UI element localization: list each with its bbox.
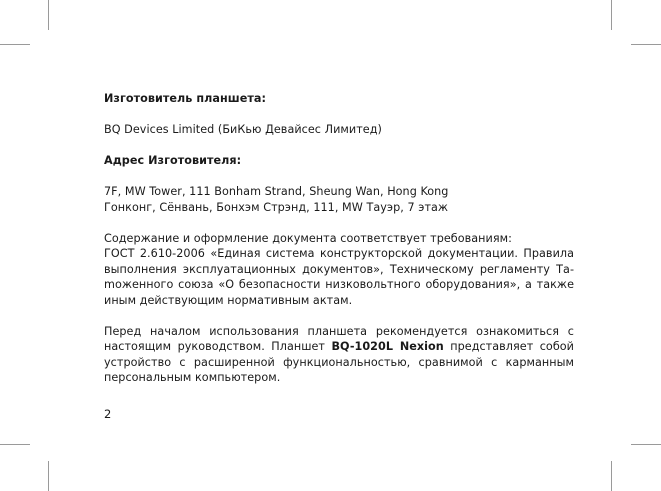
crop-mark-top-left-vertical <box>48 0 49 30</box>
intro-text-after: представляет собой устройство с расширенной функциональностью, сравнимой с карманным персональным компьютером. <box>104 340 574 384</box>
crop-mark-bottom-right-horizontal <box>631 444 661 445</box>
intro-text-before: Перед началом использования планшета рекомендуется ознакомиться с настоящим руководством. Планшет <box>104 324 574 353</box>
address-heading: Адрес Изготовителя: <box>104 154 242 167</box>
page-number: 2 <box>104 407 112 421</box>
product-model: BQ-1020L Nexion <box>331 340 444 353</box>
standards-intro: Содержание и оформление документа соответствует требованиям: <box>104 231 512 245</box>
crop-mark-top-right-vertical <box>611 0 612 30</box>
crop-mark-top-left-horizontal <box>0 44 30 45</box>
page-content <box>104 91 574 386</box>
crop-mark-bottom-left-vertical <box>48 461 49 491</box>
intro-paragraph <box>104 324 574 386</box>
manufacturer-heading: Изготовитель планшета: <box>104 92 266 105</box>
crop-mark-bottom-left-horizontal <box>0 444 30 445</box>
address-line-russian: Гонконг, Сёнвань, Бонхэм Стрэнд, 111, MW Тауэр, 7 этаж <box>104 200 449 214</box>
crop-mark-bottom-right-vertical <box>611 461 612 491</box>
crop-mark-top-right-horizontal <box>631 44 661 45</box>
address-line-english: 7F, MW Tower, 111 Bonham Strand, Sheung Wan, Hong Kong <box>104 185 449 198</box>
manufacturer-name: BQ Devices Limited (БиКью Девайсес Лимитед) <box>104 123 382 136</box>
standards-text: ГОСТ 2.610-2006 «Единая система конструкторской документации. Правила выполнения эксплуатационных документов», Техническому регламенту Таmоженного союза «О безопасности низковольтного оборудования», а также иным действующим нормативным актам. <box>104 247 574 307</box>
